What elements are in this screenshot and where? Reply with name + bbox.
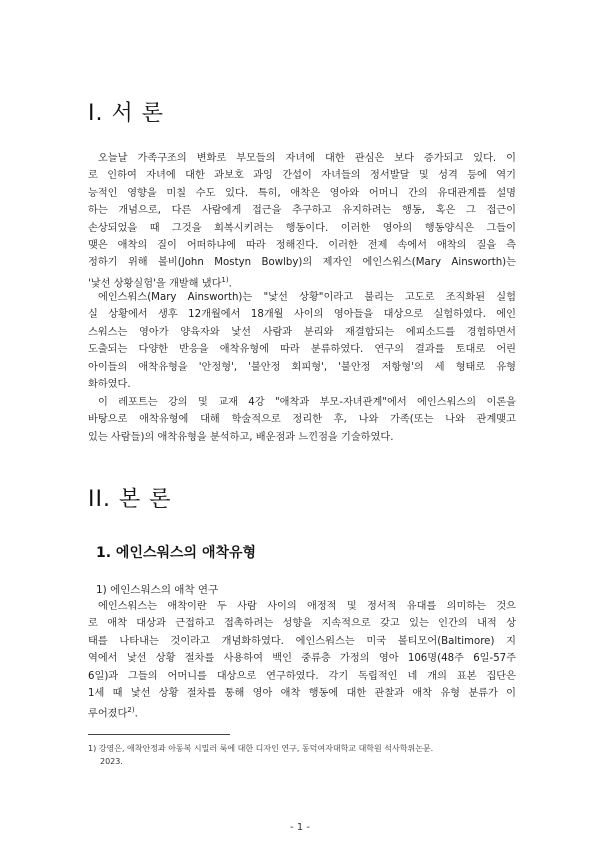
text-line: 스워스는 영아가 양육자와 낯선 사람과 분리와 재결합되는 에피소드를 경험하면서 bbox=[88, 326, 516, 338]
text-line-content: 루어졌다 bbox=[88, 708, 128, 720]
text-line: 에인스워스는 애착이란 두 사람 사이의 애정적 및 정서적 유대를 의미하는 것으 bbox=[98, 601, 516, 612]
text-line-content: '낯선 상황실험'을 개발해 냈다 bbox=[88, 278, 222, 290]
text-line: 역에서 낯선 상황 절차를 사용하여 백인 중류층 가정의 영아 106명(48주 6일-57주 bbox=[88, 653, 516, 665]
text-line: 맺은 애착의 질이 어떠하냐에 따라 정해진다. 이러한 전제 속에서 애착의 질을 측 bbox=[88, 240, 516, 252]
text-line: 로 애착 대상과 근접하고 접촉하려는 성향을 지속적으로 갖고 있는 인간의 내적 상 bbox=[88, 618, 516, 630]
footnote-line: 1) 강영은, 애착안정과 아동복 시밀러 룩에 대한 디자인 연구, 동덕여자대학교 대학원 석사학위논문. bbox=[88, 744, 434, 753]
footnote-divider bbox=[88, 734, 230, 735]
paragraph-intro-1 bbox=[88, 150, 516, 293]
footnote-ref-2: 2) bbox=[127, 706, 135, 715]
paragraph-intro-2 bbox=[88, 289, 516, 393]
section-heading-introduction: I. 서 론 bbox=[88, 101, 164, 126]
text-line: 정하기 위해 볼비(John Mostyn Bowlby)의 제자인 에인스워스(Mary Ainsworth)는 bbox=[88, 257, 516, 269]
text-line: 1세 때 낯선 상황 절차를 통해 영아 애착 행동에 대한 관찰과 애착 유형 분류가 이 bbox=[88, 688, 516, 700]
text-line: 로 인하여 자녀에 대한 과보호 과잉 간섭이 자녀들의 정서발달 및 성격 등에 역기 bbox=[88, 170, 516, 182]
paragraph-body-1 bbox=[88, 598, 516, 723]
paragraph-intro-3 bbox=[88, 394, 516, 446]
text-line: 루어졌다$^{2)}$. bbox=[88, 706, 138, 720]
text-line: 하는 개념으로, 다른 사람에게 접근을 추구하고 유지하려는 행동, 혹은 그 접근이 bbox=[88, 205, 516, 217]
text-line: 실 상황에서 생후 12개월에서 18개월 사이의 영아들을 대상으로 실험하였다. 에인 bbox=[88, 309, 516, 321]
text-line: 있는 사람들)의 애착유형을 분석하고, 배운점과 느낀점을 기술하였다. bbox=[88, 431, 394, 443]
subsection-heading: 1. 에인스워스의 애착유형 bbox=[96, 545, 257, 561]
text-line: 이 레포트는 강의 및 교재 4강 "애착과 부모-자녀관계"에서 에인스워스의 이론을 bbox=[98, 397, 516, 408]
text-line: 화하였다. bbox=[88, 379, 131, 391]
text-line: 아이들의 애착유형을 '안정형', '불안정 회피형', '불안정 저항형'의 세 형태로 유형 bbox=[88, 361, 516, 373]
subsubsection-heading: 1) 에인스워스의 애착 연구 bbox=[96, 584, 219, 596]
text-line: 오늘날 가족구조의 변화로 부모들의 자녀에 대한 관심은 보다 증가되고 있다. 이 bbox=[98, 153, 516, 164]
text-line: 바탕으로 애착유형에 대해 학술적으로 정리한 후, 나와 가족(또는 나와 관계맺고 bbox=[88, 414, 516, 426]
text-line: 손상되었을 때 그것을 회복시키려는 행동이다. 이러한 영아의 행동양식은 그들이 bbox=[88, 222, 516, 234]
footnote-ref-1: 1) bbox=[221, 275, 229, 284]
page-number: - 1 - bbox=[290, 822, 310, 833]
text-line: '낯선 상황실험'을 개발해 냈다$^{1)}$. bbox=[88, 275, 232, 290]
footnote bbox=[88, 742, 516, 768]
footnote-line: 2023. bbox=[100, 757, 123, 766]
text-line: 도출되는 다양한 반응을 애착유형에 따라 분류하였다. 연구의 결과를 토대로 어린 bbox=[88, 344, 516, 356]
text-line: 6일)과 그들의 어머니를 대상으로 연구하였다. 각기 독립적인 네 개의 표본 집단은 bbox=[88, 670, 516, 682]
section-heading-body: II. 본 론 bbox=[88, 487, 172, 512]
text-line: 능적인 영향을 미칠 수도 있다. 특히, 애착은 영아와 어머니 간의 유대관계를 설명 bbox=[88, 187, 516, 199]
text-line: 에인스워스(Mary Ainsworth)는 "낯선 상황"이라고 불리는 고도로 조직화된 실험 bbox=[98, 292, 516, 303]
text-line: 태를 나타내는 것이라고 개념화하였다. 에인스워스는 미국 볼티모어(Baltimore) 지 bbox=[88, 635, 516, 647]
